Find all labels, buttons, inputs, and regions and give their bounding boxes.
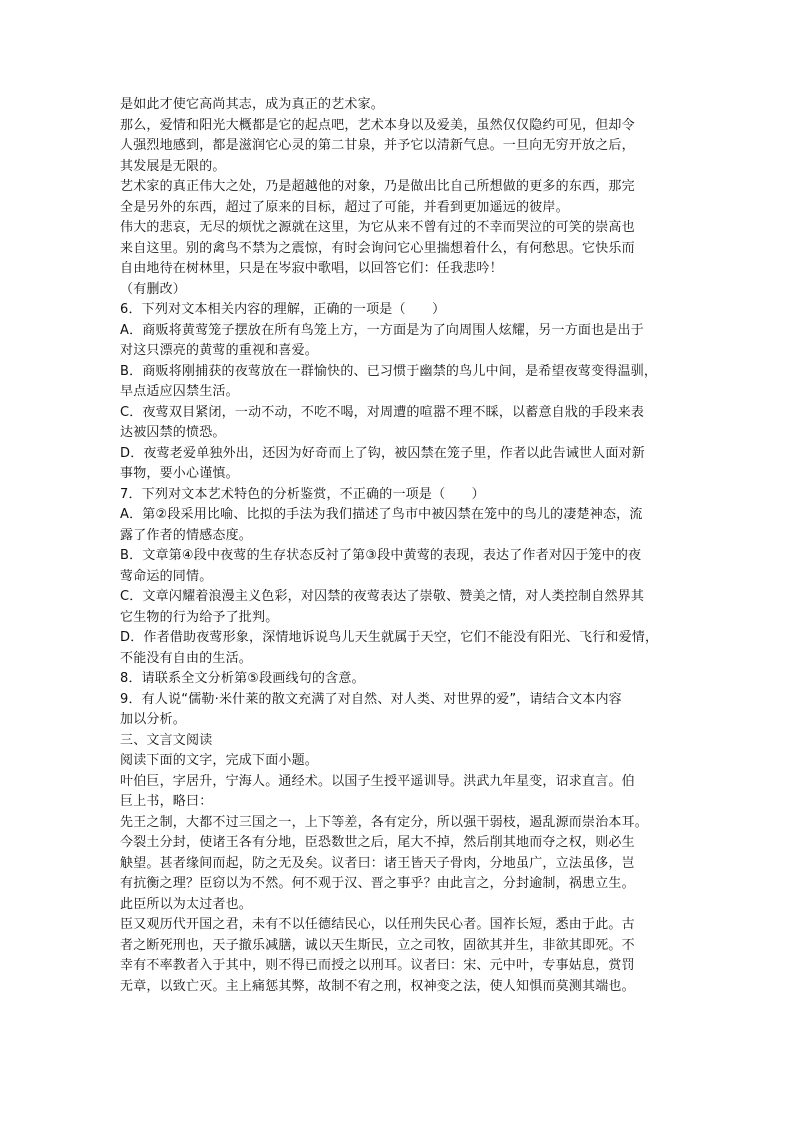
question-8: 8．请联系全文分析第⑤段画线句的含意。 (120, 671, 365, 686)
text-line: 来自这里。别的禽鸟不禁为之震惊，有时会询问它心里揣想着什么，有何愁思。它快乐而 (120, 240, 635, 256)
question-6-option-d-cont: 事物，要小心谨慎。 (120, 466, 239, 481)
question-6-option-c: C．夜莺双目紧闭，一动不动，不吃不喝，对周遭的喧嚣不理不睬，以蓄意自戕的手段来表 (120, 404, 645, 420)
text-line: 者之断死刑也，天子撤乐减膳，诚以天生斯民，立之司牧，固欲其并生，非欲其即死。不 (120, 937, 635, 953)
text-line: 今裂土分封，使诸王各有分地，臣恐数世之后，尾大不掉，然后削其地而夺之权，则必生 (120, 835, 635, 850)
question-6-option-b: B．商贩将刚捕获的夜莺放在一群愉快的、已习惯于幽禁的鸟儿中间，是希望夜莺变得温驯， (120, 363, 658, 379)
document-page (120, 95, 680, 997)
question-9-cont: 加以分析。 (120, 712, 187, 727)
text-line: 先王之制，大都不过三国之一，上下等差，各有定分，所以强干弱枝，遏乱源而崇治本耳。 (120, 814, 649, 830)
question-7-option-a-cont: 露了作者的情感态度。 (120, 527, 253, 543)
text-line: 其发展是无限的。 (120, 158, 226, 174)
question-9: 9．有人说“儒勒·米什莱的散文充满了对自然、对人类、对世界的爱”，请结合文本内容 (120, 691, 622, 707)
section-heading: 三、文言文阅读 (120, 732, 213, 748)
text-line: 叶伯巨，字居升，宁海人。通经术。以国子生授平遥训导。洪武九年星变，诏求直言。伯 (120, 773, 635, 789)
text-line: 那么，爱情和阳光大概都是它的起点吧，艺术本身以及爱美，虽然仅仅隐约可见，但却令 (120, 117, 635, 133)
text-line: 此臣所以为太过者也。 (120, 896, 253, 912)
question-6-option-b-cont: 早点适应囚禁生活。 (120, 384, 239, 399)
text-line: 人强烈地感到，都是滋润它心灵的第二甘泉，并予它以清新气息。一旦向无穷开放之后， (120, 138, 635, 153)
source-note: （有删改） (120, 281, 187, 297)
question-7-option-c: C．文章闪耀着浪漫主义色彩，对囚禁的夜莺表达了崇敬、赞美之情，对人类控制自然界其 (120, 589, 645, 604)
question-7-stem: 7．下列对文本艺术特色的分析鉴赏，不正确的一项是（ ） (120, 486, 485, 502)
question-7-option-b-cont: 莺命运的同情。 (120, 568, 213, 584)
question-6-stem: 6．下列对文本相关内容的理解，正确的一项是（ ） (120, 302, 446, 317)
text-line: 自由地待在树林里，只是在岑寂中歌唱，以回答它们：任我悲吟！ (120, 261, 503, 276)
question-6-option-a: A．商贩将黄莺笼子摆放在所有鸟笼上方，一方面是为了向周围人炫耀，另一方面也是出于 (120, 322, 644, 338)
text-line: 幸有不率教者入于其中，则不得已而授之以刑耳。议者曰：宋、元中叶，专事姑息，赏罚 (120, 958, 635, 973)
question-7-option-a: A．第②段采用比喻、比拟的手法为我们描述了鸟市中被囚禁在笼中的鸟儿的凄楚神态，流 (120, 507, 643, 522)
text-line: 艺术家的真正伟大之处，乃是超越他的对象，乃是做出比自己所想做的更多的东西，那完 (120, 179, 635, 194)
question-6-option-a-cont: 对这只漂亮的黄莺的重视和喜爱。 (120, 343, 319, 358)
question-7-option-c-cont: 它生物的行为给予了批判。 (120, 609, 279, 625)
question-7-option-b: B．文章第④段中夜莺的生存状态反衬了第③段中黄莺的表现，表达了作者对囚于笼中的夜 (120, 548, 642, 563)
instruction-text: 阅读下面的文字，完成下面小题。 (120, 753, 319, 768)
text-line: 有抗衡之理？臣窃以为不然。何不观于汉、晋之事乎？由此言之，分封逾制，祸患立生。 (120, 876, 635, 891)
text-line: 觖望。甚者缘间而起，防之无及矣。议者曰：诸王皆天子骨肉，分地虽广，立法虽侈，岂 (120, 855, 635, 871)
text-line: 全是另外的东西，超过了原来的目标，超过了可能，并看到更加遥远的彼岸。 (120, 199, 569, 215)
text-line: 是如此才使它高尚其志，成为真正的艺术家。 (120, 97, 385, 112)
question-6-option-c-cont: 达被囚禁的愤恐。 (120, 425, 226, 440)
text-line: 巨上书，略曰： (120, 794, 213, 809)
question-6-option-d: D．夜莺老爱单独外出，还因为好奇而上了钩，被囚禁在笼子里，作者以此告诫世人面对新 (120, 445, 646, 461)
question-7-option-d-cont: 不能没有自由的生活。 (120, 650, 253, 666)
text-line: 无章，以致亡灭。主上痛惩其弊，故制不宥之刑，权神变之法，使人知惧而莫测其端也。 (120, 978, 635, 994)
question-7-option-d: D．作者借助夜莺形象，深情地诉说鸟儿天生就属于天空，它们不能没有阳光、飞行和爱情， (120, 630, 659, 645)
text-line: 伟大的悲哀，无尽的烦忧之源就在这里，为它从来不曾有过的不幸而哭泣的可笑的崇高也 (120, 220, 635, 235)
text-line: 臣又观历代开国之君，未有不以任德结民心，以任刑失民心者。国祚长短，悉由于此。古 (120, 917, 635, 932)
